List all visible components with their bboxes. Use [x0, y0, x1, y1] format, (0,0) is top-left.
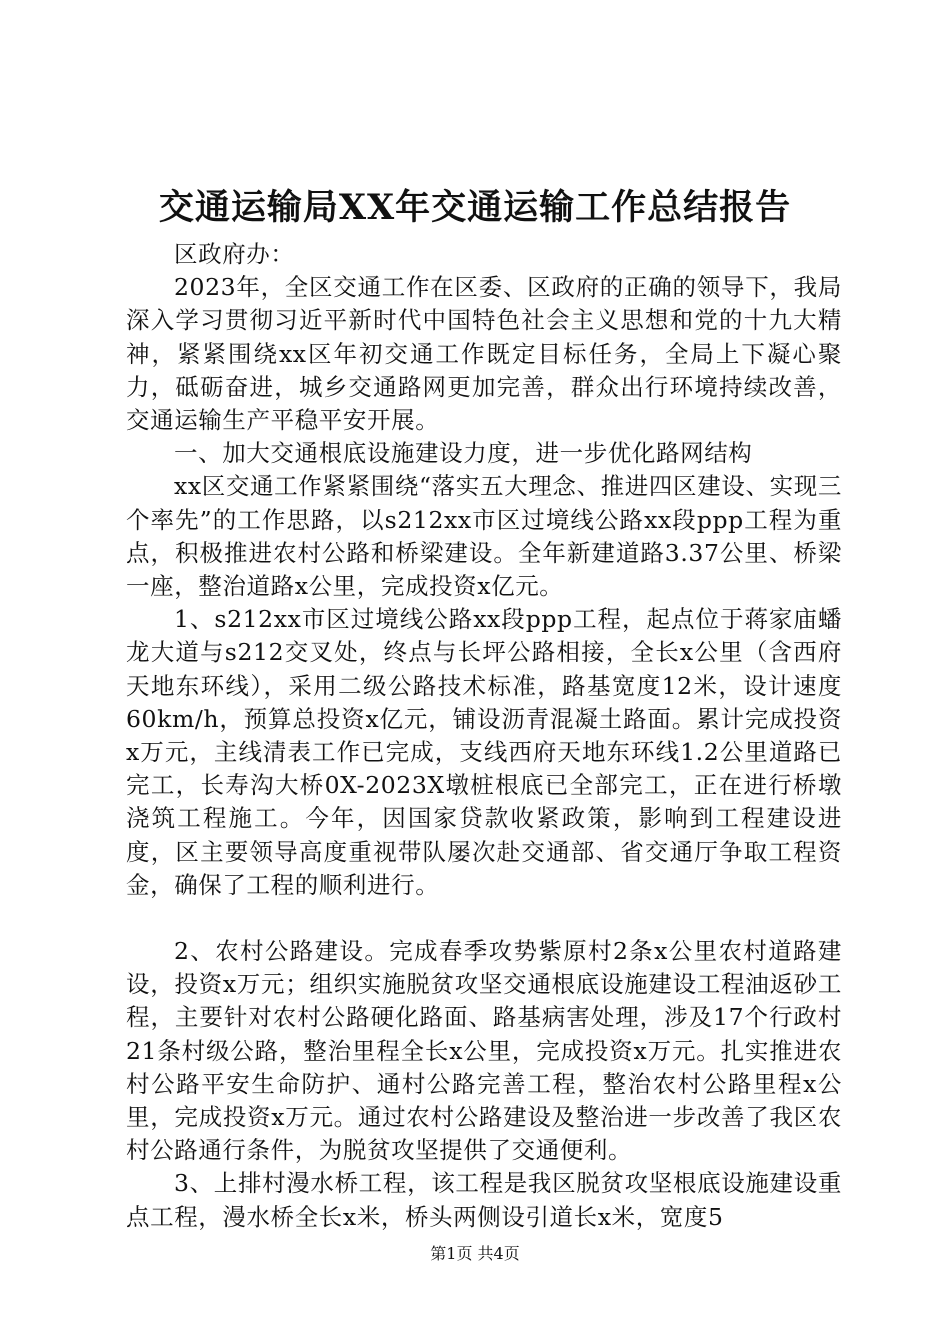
section-1-overview-paragraph: xx区交通工作紧紧围绕“落实五大理念、推进四区建设、实现三个率先”的工作思路，以s212xx市区过境线公路xx段ppp工程为重点，积极推进农村公路和桥梁建设。全年新建道路3.37公里、桥梁一座，整治道路x公里，完成投资x亿元。	[126, 472, 842, 601]
document-title: 交通运输局XX年交通运输工作总结报告	[158, 187, 792, 228]
document-body	[126, 238, 842, 1234]
page-footer: 第1页 共4页	[430, 1244, 520, 1263]
salutation-paragraph: 区政府办：	[174, 240, 295, 268]
section-heading-1: 一、加大交通根底设施建设力度，进一步优化路网结构	[174, 439, 753, 468]
item-3-paragraph: 3、上排村漫水桥工程，该工程是我区脱贫攻坚根底设施建设重点工程，漫水桥全长x米，桥头两侧设引道长x米，宽度5	[126, 1169, 842, 1231]
item-1-paragraph: 1、s212xx市区过境线公路xx段ppp工程，起点位于蒋家庙蟠龙大道与s212交叉处，终点与长坪公路相接，全长x公里（含西府天地东环线），采用二级公路技术标准，路基宽度12米，设计速度60km/h，预算总投资x亿元，铺设沥青混凝土路面。累计完成投资x万元，主线清表工作已完成，支线西府天地东环线1.2公里道路已完工，长寿沟大桥0X-2023X墩桩根底已全部完工，正在进行桥墩浇筑工程施工。今年，因国家贷款收紧政策，影响到工程建设进度，区主要领导高度重视带队屡次赴交通部、省交通厅争取工程资金，确保了工程的顺利进行。	[126, 605, 842, 899]
intro-paragraph: 2023年，全区交通工作在区委、区政府的正确的领导下，我局深入学习贯彻习近平新时代中国特色社会主义思想和党的十九大精神，紧紧围绕xx区年初交通工作既定目标任务，全局上下凝心聚力，砥砺奋进，城乡交通路网更加完善，群众出行环境持续改善，交通运输生产平稳平安开展。	[126, 273, 842, 435]
item-2-paragraph: 2、农村公路建设。完成春季攻势紫原村2条x公里农村道路建设，投资x万元；组织实施脱贫攻坚交通根底设施建设工程油返砂工程，主要针对农村公路硬化路面、路基病害处理，涉及17个行政村21条村级公路，整治里程全长x公里，完成投资x万元。扎实推进农村公路平安生命防护、通村公路完善工程，整治农村公路里程x公里，完成投资x万元。通过农村公路建设及整治进一步改善了我区农村公路通行条件，为脱贫攻坚提供了交通便利。	[126, 937, 842, 1165]
